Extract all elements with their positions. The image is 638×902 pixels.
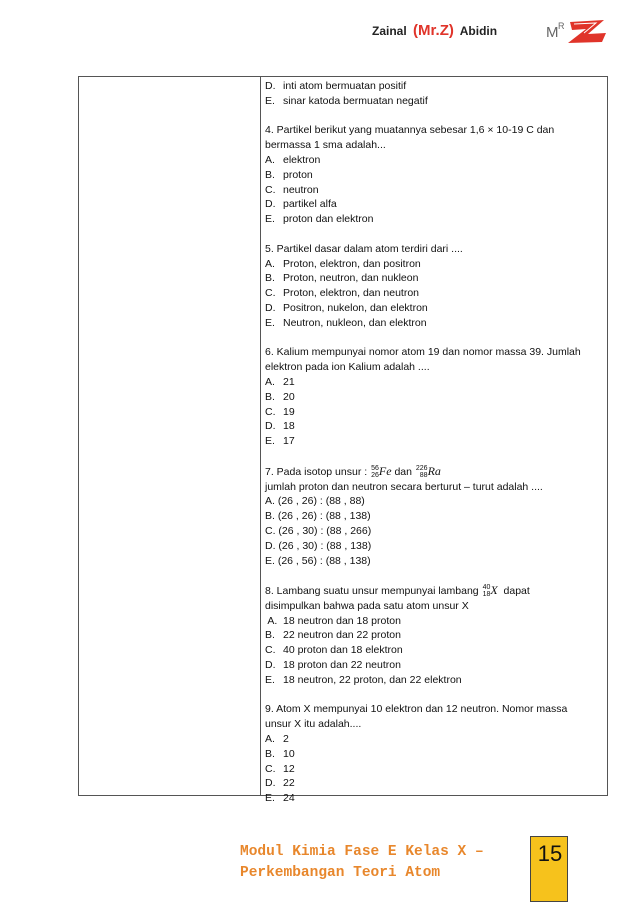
isotope-notation: 56 26 bbox=[371, 464, 379, 479]
question-7 bbox=[265, 464, 605, 569]
page-footer bbox=[240, 842, 484, 884]
page-number: 15 bbox=[537, 841, 563, 866]
list-item: D. partikel alfa bbox=[265, 198, 337, 211]
list-item: A. 18 neutron dan 18 proton bbox=[265, 614, 401, 627]
list-item: B. (26 , 26) : (88 , 138) bbox=[265, 510, 371, 523]
list-item: C. Proton, elektron, dan neutron bbox=[265, 287, 420, 300]
list-item: A. Proton, elektron, dan positron bbox=[265, 257, 421, 270]
question-3-tail bbox=[265, 79, 605, 109]
question-list bbox=[265, 79, 605, 806]
list-item: D. 18 proton dan 22 neutron bbox=[265, 659, 401, 672]
list-item: E. 24 bbox=[265, 792, 295, 805]
question-text: 4. Partikel berikut yang muatannya sebesar 1,6 × 10-19 C dan bbox=[265, 124, 555, 137]
question-text: 6. Kalium mempunyai nomor atom 19 dan nomor massa 39. Jumlah bbox=[265, 346, 581, 359]
list-item: D. (26 , 30) : (88 , 138) bbox=[265, 539, 372, 552]
list-item: C. 19 bbox=[265, 405, 295, 418]
author-last: Abidin bbox=[459, 24, 498, 38]
list-item: A. (26 , 26) : (88 , 88) bbox=[265, 495, 365, 508]
svg-text:R: R bbox=[558, 21, 565, 31]
list-item: E. 17 bbox=[265, 435, 295, 448]
list-item: B. 10 bbox=[265, 747, 295, 760]
question-text: 9. Atom X mempunyai 10 elektron dan 12 neutron. Nomor massa bbox=[265, 703, 568, 716]
list-item: C. 12 bbox=[265, 762, 295, 775]
author-first: Zainal bbox=[372, 24, 407, 38]
question-5 bbox=[265, 242, 605, 331]
question-6 bbox=[265, 345, 605, 449]
module-subtitle: Perkembangan Teori Atom bbox=[240, 865, 441, 881]
list-item: E. 18 neutron, 22 proton, dan 22 elektron bbox=[265, 673, 462, 686]
question-text: 8. Lambang suatu unsur mempunyai lambang 40 18 X dapat bbox=[265, 583, 530, 599]
list-item: E. Neutron, nukleon, dan elektron bbox=[265, 316, 427, 329]
question-text: jumlah proton dan neutron secara berturut – turut adalah .... bbox=[265, 480, 543, 493]
mrz-logo-icon bbox=[544, 16, 612, 46]
question-text: 7. Pada isotop unsur : 56 26 Fe dan 226 88 Ra bbox=[265, 463, 441, 479]
question-9 bbox=[265, 702, 605, 806]
list-item: C. (26 , 30) : (88 , 266) bbox=[265, 524, 372, 537]
list-item: A. elektron bbox=[265, 153, 321, 166]
isotope-notation: 40 18 bbox=[482, 584, 491, 599]
list-item: B. 20 bbox=[265, 390, 295, 403]
list-item: D. inti atom bermuatan positif bbox=[265, 80, 407, 92]
page-number-box bbox=[530, 836, 568, 902]
author-nickname: (Mr.Z) bbox=[413, 22, 454, 39]
question-text: elektron pada ion Kalium adalah .... bbox=[265, 361, 430, 374]
question-4 bbox=[265, 123, 605, 227]
list-item: B. Proton, neutron, dan nukleon bbox=[265, 272, 419, 285]
list-item: B. proton bbox=[265, 168, 313, 181]
table-column-divider bbox=[260, 77, 261, 795]
list-item: D. 22 bbox=[265, 777, 295, 790]
list-item: E. proton dan elektron bbox=[265, 213, 374, 226]
list-item: C. 40 proton dan 18 elektron bbox=[265, 644, 403, 657]
page-header bbox=[0, 16, 638, 56]
module-title: Modul Kimia Fase E Kelas X – bbox=[240, 844, 484, 860]
list-item: D. Positron, nukelon, dan elektron bbox=[265, 301, 428, 314]
question-text: 5. Partikel dasar dalam atom terdiri dari .... bbox=[265, 242, 463, 255]
list-item: C. neutron bbox=[265, 183, 319, 196]
list-item: B. 22 neutron dan 22 proton bbox=[265, 629, 401, 642]
svg-text:M: M bbox=[546, 24, 559, 41]
list-item: D. 18 bbox=[265, 420, 295, 433]
list-item: A. 21 bbox=[265, 375, 295, 388]
list-item: E. (26 , 56) : (88 , 138) bbox=[265, 554, 371, 567]
list-item: E. sinar katoda bermuatan negatif bbox=[265, 94, 428, 107]
author-name bbox=[372, 22, 497, 39]
question-text: bermassa 1 sma adalah... bbox=[265, 139, 386, 152]
question-text: unsur X itu adalah.... bbox=[265, 718, 362, 731]
question-8 bbox=[265, 583, 605, 688]
list-item: A. 2 bbox=[265, 733, 289, 746]
question-text: disimpulkan bahwa pada satu atom unsur X bbox=[265, 599, 469, 612]
isotope-notation: 226 88 bbox=[415, 464, 428, 479]
